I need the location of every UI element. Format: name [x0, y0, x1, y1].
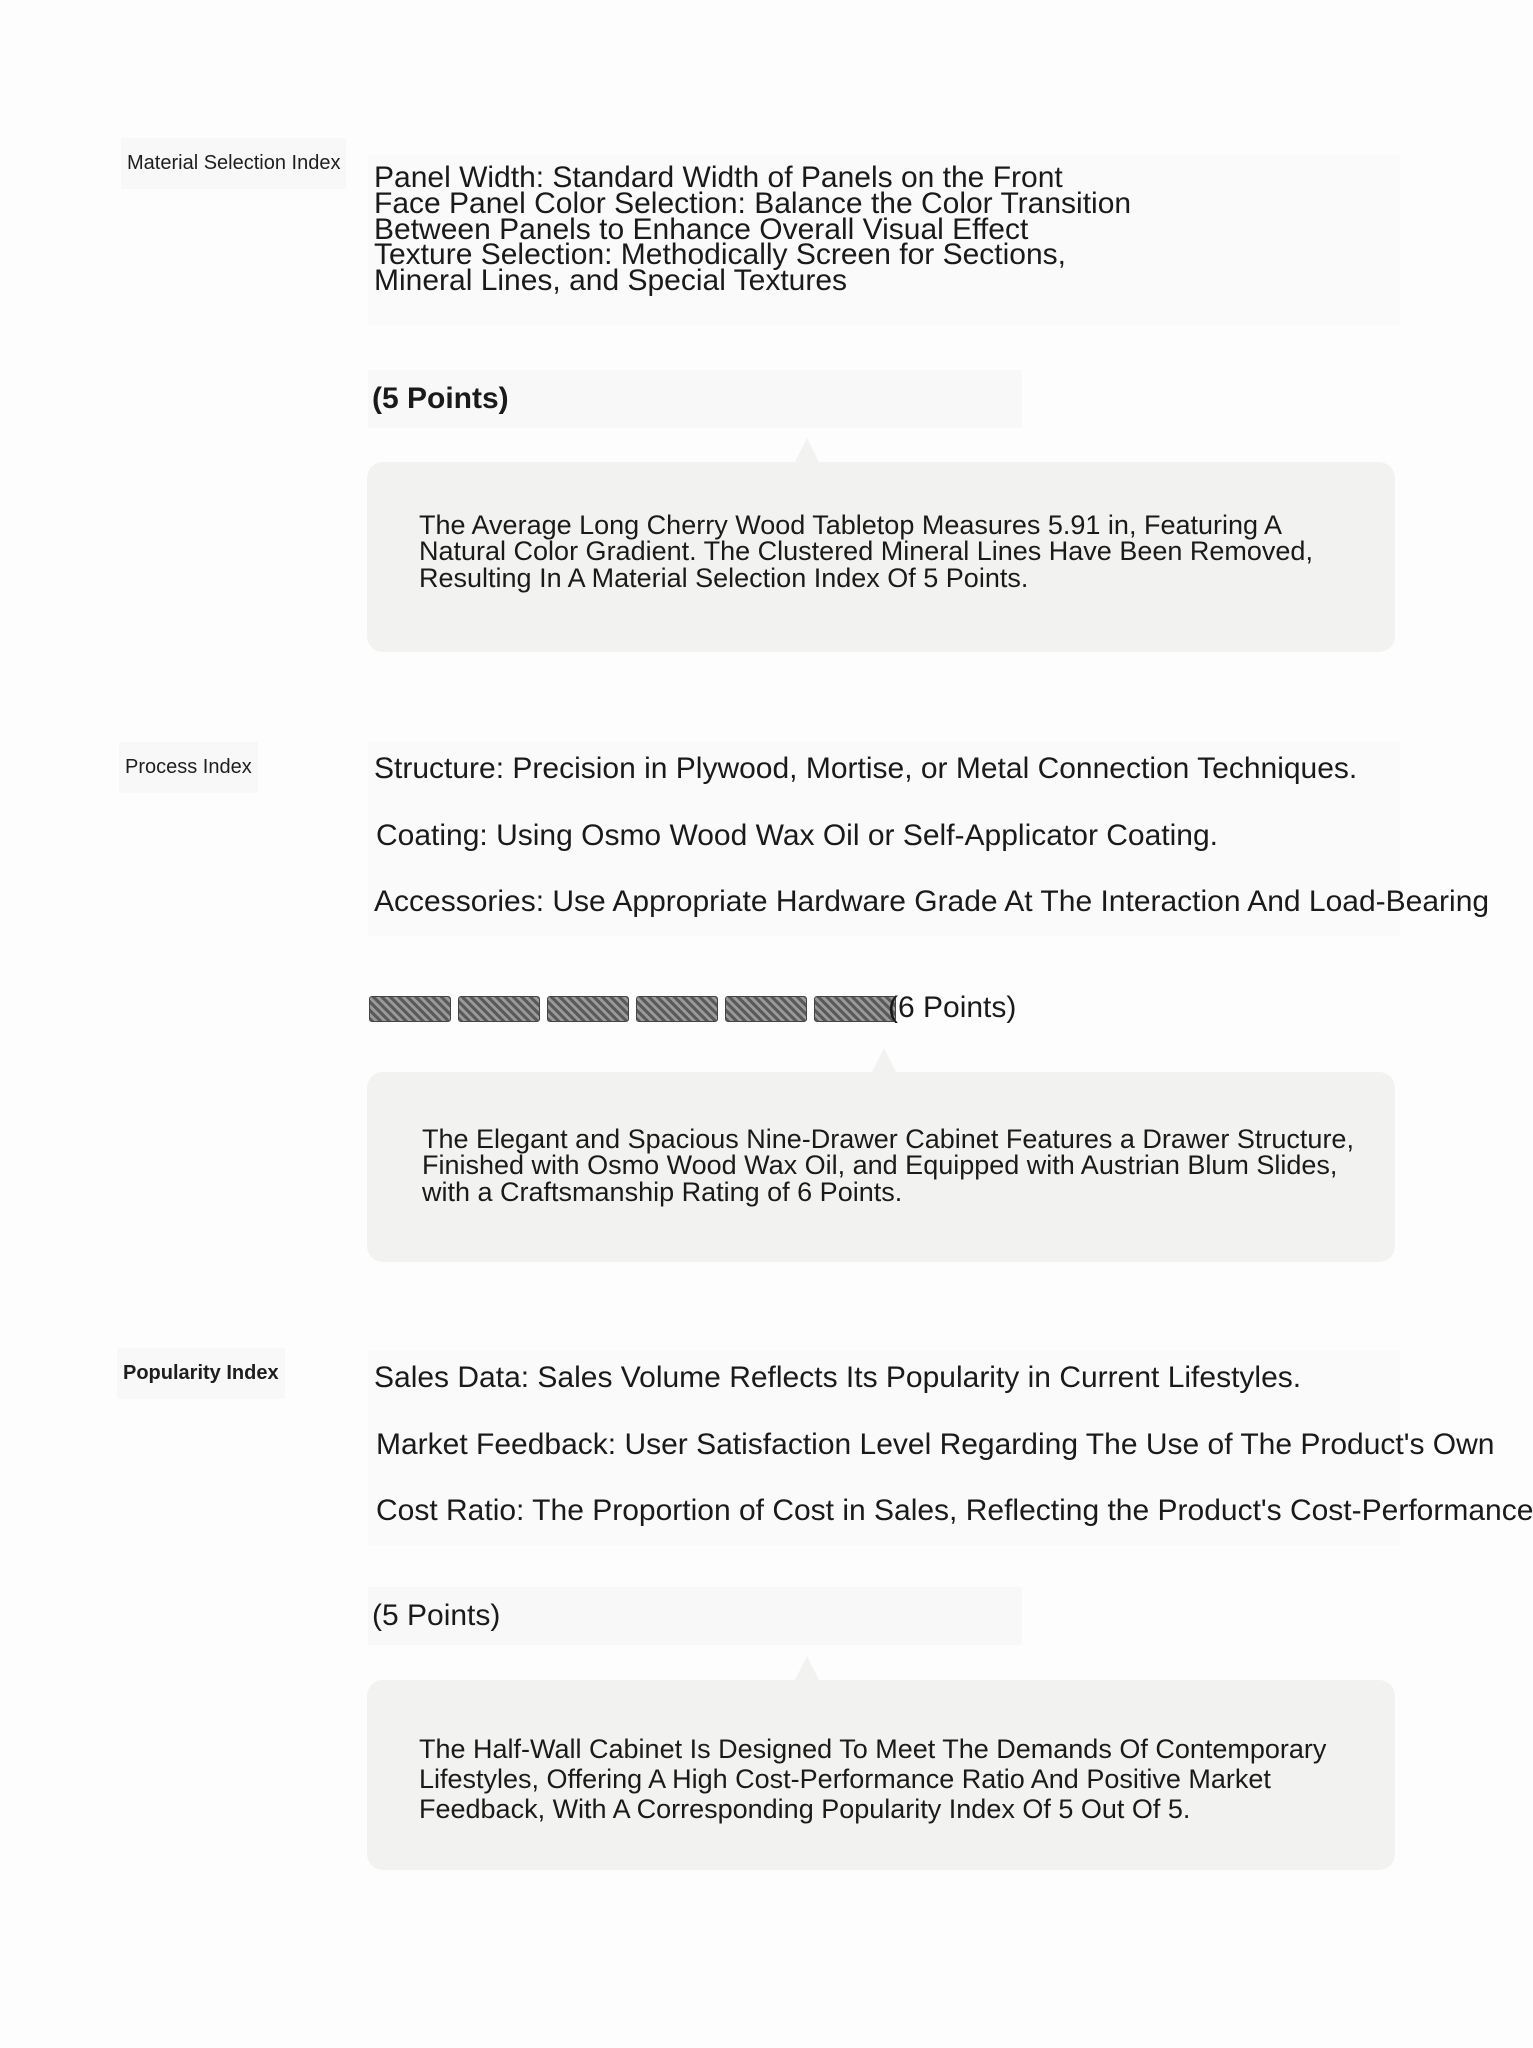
criteria-accessories: Accessories: Use Appropriate Hardware Grade At The Interaction And Load-Bearing — [374, 885, 1490, 918]
criteria-block-process — [368, 742, 1490, 936]
hatch-block — [725, 996, 807, 1022]
hatch-block — [547, 996, 629, 1022]
criteria-structure: Structure: Precision in Plywood, Mortise, or Metal Connection Techniques. — [374, 752, 1358, 785]
score-material: (5 Points) — [368, 370, 1022, 428]
example-text-popularity: The Half-Wall Cabinet Is Designed To Meet The Demands Of Contemporary Lifestyles, Offering A High Cost-Performance Ratio And Positive Market Feedback, With A Corresponding Popularity Index Of 5 Out Of 5. — [419, 1734, 1327, 1825]
criteria-market-feedback: Market Feedback: User Satisfaction Level Regarding The Use of The Product's Own — [376, 1427, 1495, 1461]
criteria-block-popularity — [368, 1351, 1533, 1545]
example-text-material: The Average Long Cherry Wood Tabletop Measures 5.91 in, Featuring A Natural Color Gradient. The Clustered Mineral Lines Have Been Removed, Resulting In A Material Selection Index Of 5 Points. — [419, 510, 1313, 593]
example-bubble-popularity — [367, 1680, 1395, 1870]
example-bubble-material — [367, 462, 1395, 652]
criteria-block-material — [368, 155, 1400, 325]
hatch-block — [636, 996, 718, 1022]
criteria-sales-data: Sales Data: Sales Volume Reflects Its Popularity in Current Lifestyles. — [374, 1361, 1302, 1394]
example-bubble-process — [367, 1072, 1395, 1262]
hatch-block — [369, 996, 451, 1022]
example-text-process: The Elegant and Spacious Nine-Drawer Cabinet Features a Drawer Structure, Finished with Osmo Wood Wax Oil, and Equipped with Austrian Blum Slides, with a Craftsmanship Rating of 6 Points. — [422, 1124, 1354, 1207]
criteria-coating: Coating: Using Osmo Wood Wax Oil or Self-Applicator Coating. — [376, 818, 1219, 852]
section-label-popularity: Popularity Index — [117, 1348, 285, 1399]
hatch-block — [458, 996, 540, 1022]
score-process: (6 Points) — [888, 991, 1017, 1024]
section-label-process: Process Index — [119, 742, 258, 793]
criteria-text-material: Panel Width: Standard Width of Panels on the Front Face Panel Color Selection: Balance the Color Transition Between Panels to Enhance Overall Visual Effect Texture Selection: Methodically Screen for Sections, Mineral Lines, and Special Textures — [374, 161, 1132, 298]
hatch-block — [814, 996, 896, 1022]
score-popularity: (5 Points) — [368, 1587, 1022, 1645]
section-label-material: Material Selection Index — [121, 138, 346, 189]
criteria-cost-ratio: Cost Ratio: The Proportion of Cost in Sales, Reflecting the Product's Cost-Performance — [376, 1494, 1533, 1527]
